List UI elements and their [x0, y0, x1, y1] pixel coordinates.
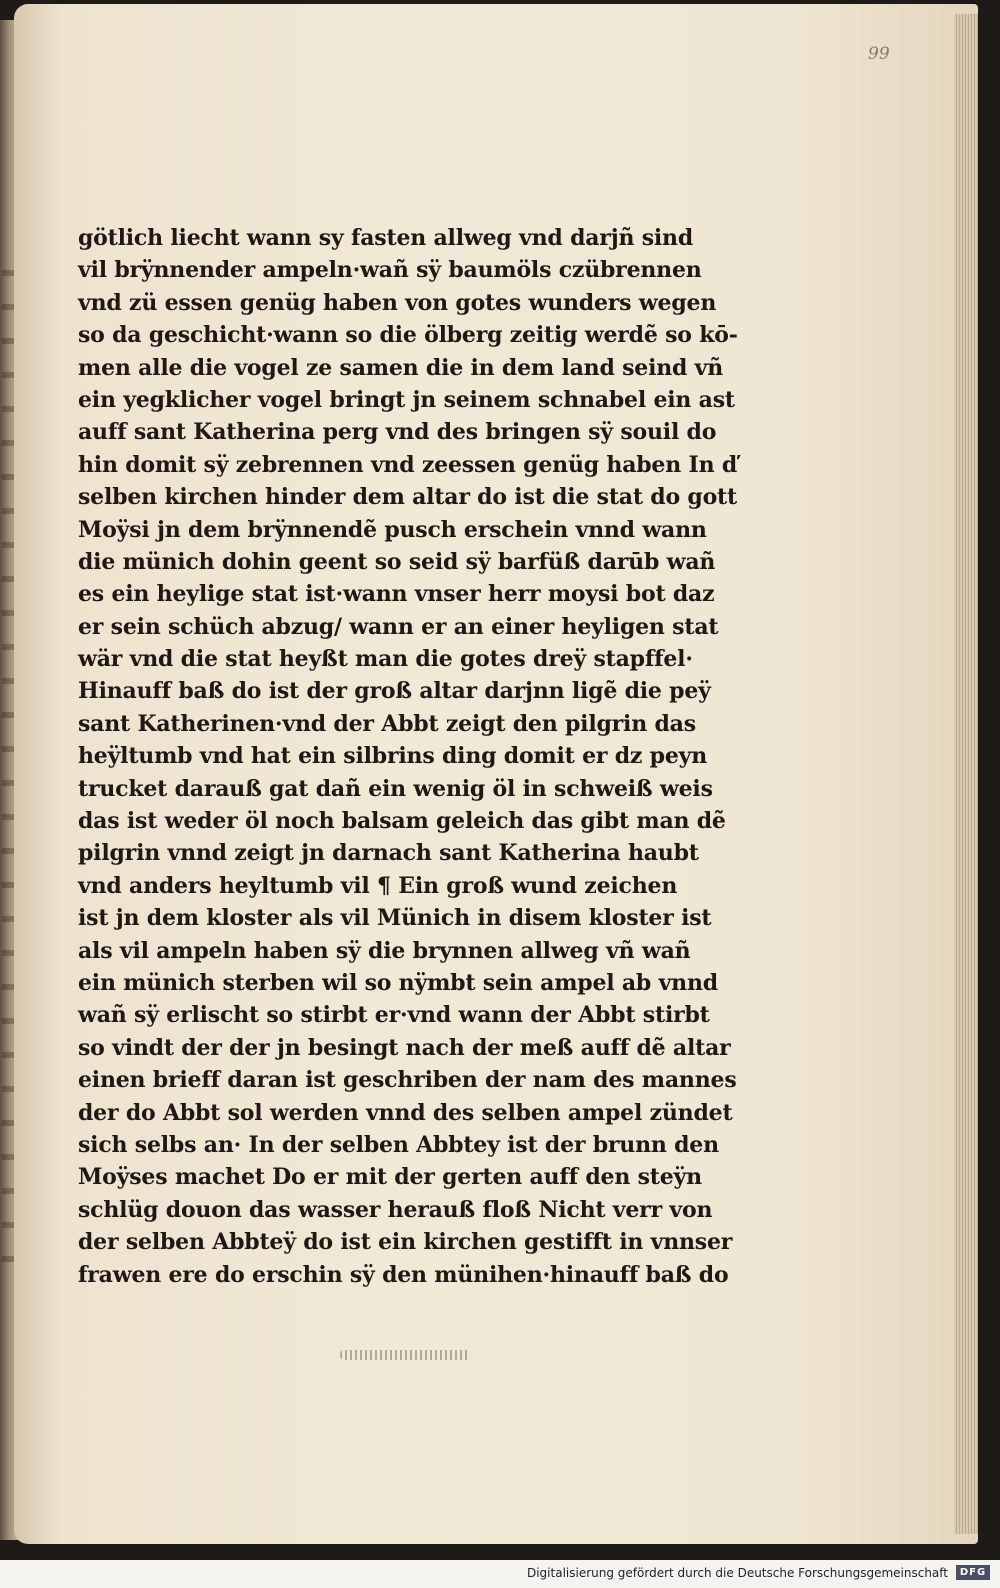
text-line: auff sant Katherina perg vnd des bringen sÿ souil do: [78, 419, 717, 446]
text-line: vnd anders heyltumb vil ¶ Ein groß wund zeichen: [78, 872, 678, 899]
page-stack-edges: [954, 14, 978, 1534]
text-line: heÿltumb vnd hat ein silbrins ding domit er dz peyn: [78, 743, 708, 770]
text-line: die münich dohin geent so seid sÿ barfüß darūb wañ: [78, 548, 716, 575]
text-line: einen brieff daran ist geschriben der nam des mannes: [78, 1067, 737, 1094]
text-line: wär vnd die stat heyßt man die gotes dreÿ stapffel·: [78, 646, 693, 673]
text-line: das ist weder öl noch balsam geleich das gibt man dẽ: [78, 808, 726, 835]
text-line: trucket darauß gat dañ ein wenig öl in schweiß weis: [78, 775, 713, 802]
text-line: vnd zü essen genüg haben von gotes wunders wegen: [78, 289, 717, 316]
text-line: selben kirchen hinder dem altar do ist die stat do gott: [78, 484, 737, 511]
text-line: der do Abbt sol werden vnnd des selben ampel zündet: [78, 1099, 733, 1126]
text-line: pilgrin vnnd zeigt jn darnach sant Katherina haubt: [78, 840, 699, 867]
blackletter-text-block: [78, 222, 778, 1291]
text-line: schlüg douon das wasser herauß floß Nicht verr von: [78, 1196, 713, 1223]
text-line: Moÿses machet Do er mit der gerten auff den steÿn: [78, 1164, 702, 1191]
text-line: wañ sÿ erlischt so stirbt er·vnd wann der Abbt stirbt: [78, 1002, 710, 1029]
funding-credit: Digitalisierung gefördert durch die Deutsche Forschungsgemeinschaft: [526, 1566, 948, 1580]
text-line: ein yegklicher vogel bringt jn seinem schnabel ein ast: [78, 386, 735, 413]
text-line: ein münich sterben wil so nÿmbt sein ampel ab vnnd: [78, 969, 718, 996]
text-line: hin domit sÿ zebrennen vnd zeessen genüg haben In ď: [78, 451, 738, 478]
scan-footer: [0, 1560, 1000, 1588]
text-line: der selben Abbteÿ do ist ein kirchen gestifft in vnnser: [78, 1229, 733, 1256]
text-line: men alle die vogel ze samen die in dem land seind vñ: [78, 354, 724, 381]
text-line: vil brÿnnender ampeln·wañ sÿ baumöls czübrennen: [78, 257, 702, 284]
text-line: ist jn dem kloster als vil Münich in disem kloster ist: [78, 905, 712, 932]
text-line: so da geschicht·wann so die ölberg zeitig werdẽ so kō-: [78, 322, 738, 349]
smudge-mark: [340, 1350, 470, 1360]
text-line: Moÿsi jn dem brÿnnendẽ pusch erschein vnnd wann: [78, 516, 707, 543]
text-line: als vil ampeln haben sÿ die brynnen allweg vñ wañ: [78, 937, 691, 964]
text-line: er sein schüch abzug/ wann er an einer heyligen stat: [78, 613, 719, 640]
text-line: so vindt der der jn besingt nach der meß auff dẽ altar: [78, 1034, 731, 1061]
text-line: götlich liecht wann sy fasten allweg vnd darjñ sind: [78, 225, 694, 251]
text-line: sich selbs an· In der selben Abbtey ist der brunn den: [78, 1131, 719, 1158]
text-line: es ein heylige stat ist·wann vnser herr moysi bot daz: [78, 581, 715, 608]
text-line: sant Katherinen·vnd der Abbt zeigt den pilgrin das: [78, 710, 696, 737]
folio-number: 99: [868, 44, 890, 64]
text-line: Hinauff baß do ist der groß altar darjnn ligẽ die peÿ: [78, 678, 711, 705]
text-line: frawen ere do erschin sÿ den münihen·hinauff baß do: [78, 1261, 729, 1288]
dfg-logo-icon: DFG: [956, 1565, 990, 1580]
